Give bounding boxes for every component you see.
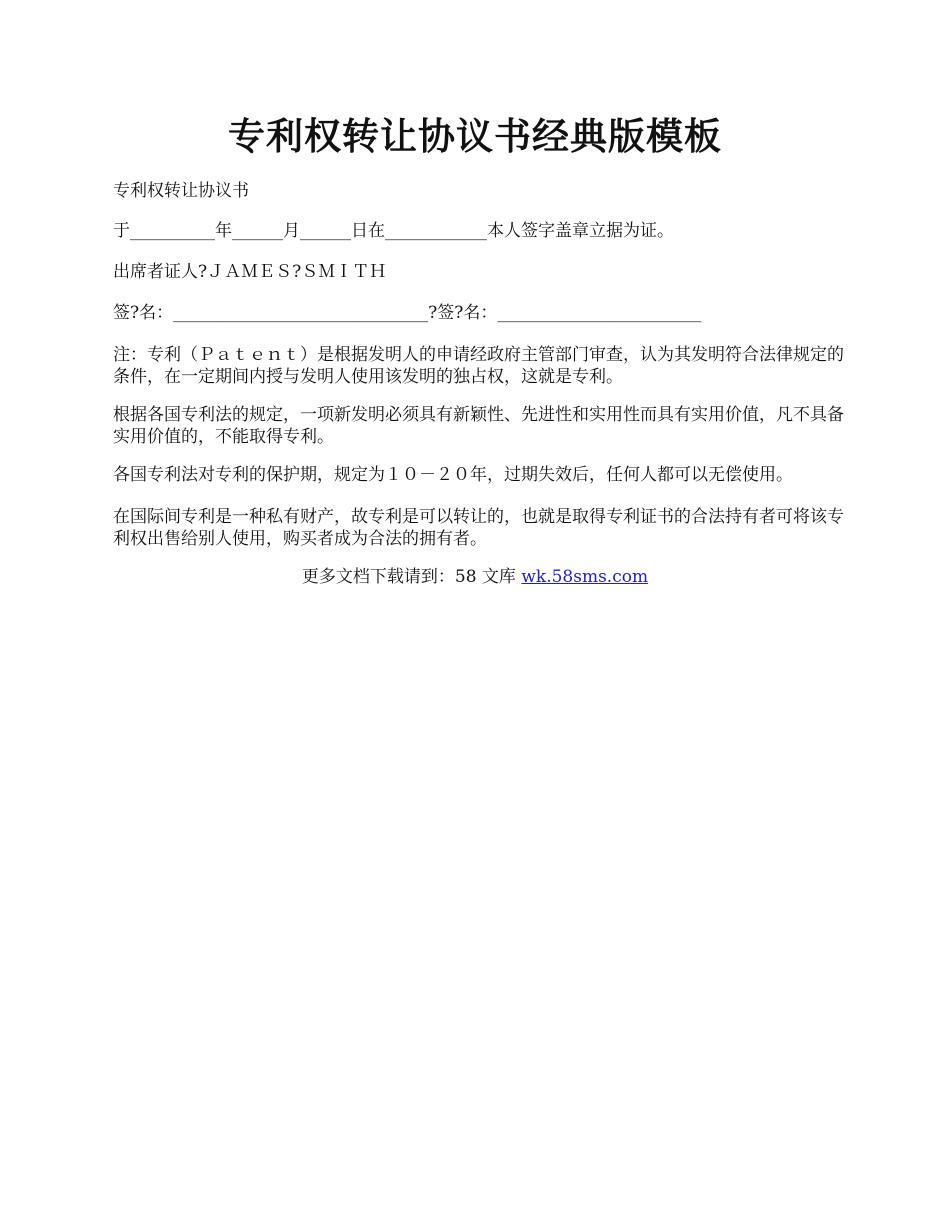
document-title: 专利权转让协议书经典版模板: [228, 114, 722, 158]
agreement-subtitle: 专利权转让协议书: [113, 181, 249, 201]
signature-line: 签?名：______________________________?签?名：________________________: [113, 303, 702, 323]
novelty-paragraph: 根据各国专利法的规定，一项新发明必须具有新颖性、先进性和实用性而具有实用价值，凡不具备实用价值的，不能取得专利。: [113, 405, 844, 447]
transfer-paragraph: 在国际间专利是一种私有财产，故专利是可以转让的，也就是取得专利证书的合法持有者可将该专利权出售给别人使用，购买者成为合法的拥有者。: [113, 507, 844, 549]
protection-term-paragraph: 各国专利法对专利的保护期，规定为１０－２０年，过期失效后，任何人都可以无偿使用。: [113, 465, 793, 485]
footer-prefix: 更多文档下载请到：58 文库: [301, 567, 522, 587]
patent-note-paragraph: 注：专利（Ｐａｔｅｎｔ）是根据发明人的申请经政府主管部门审查，认为其发明符合法律规定的条件，在一定期间内授与发明人使用该发明的独占权，这就是专利。: [113, 345, 844, 387]
footer-link[interactable]: wk.58sms.com: [521, 567, 649, 587]
witness-line: 出席者证人?ＪＡＭＥＳ?ＳＭＩＴＨ: [113, 262, 387, 282]
date-signature-line: 于__________年______月______日在____________本人签字盖章立据为证。: [113, 221, 674, 241]
download-footer: [0, 566, 950, 588]
